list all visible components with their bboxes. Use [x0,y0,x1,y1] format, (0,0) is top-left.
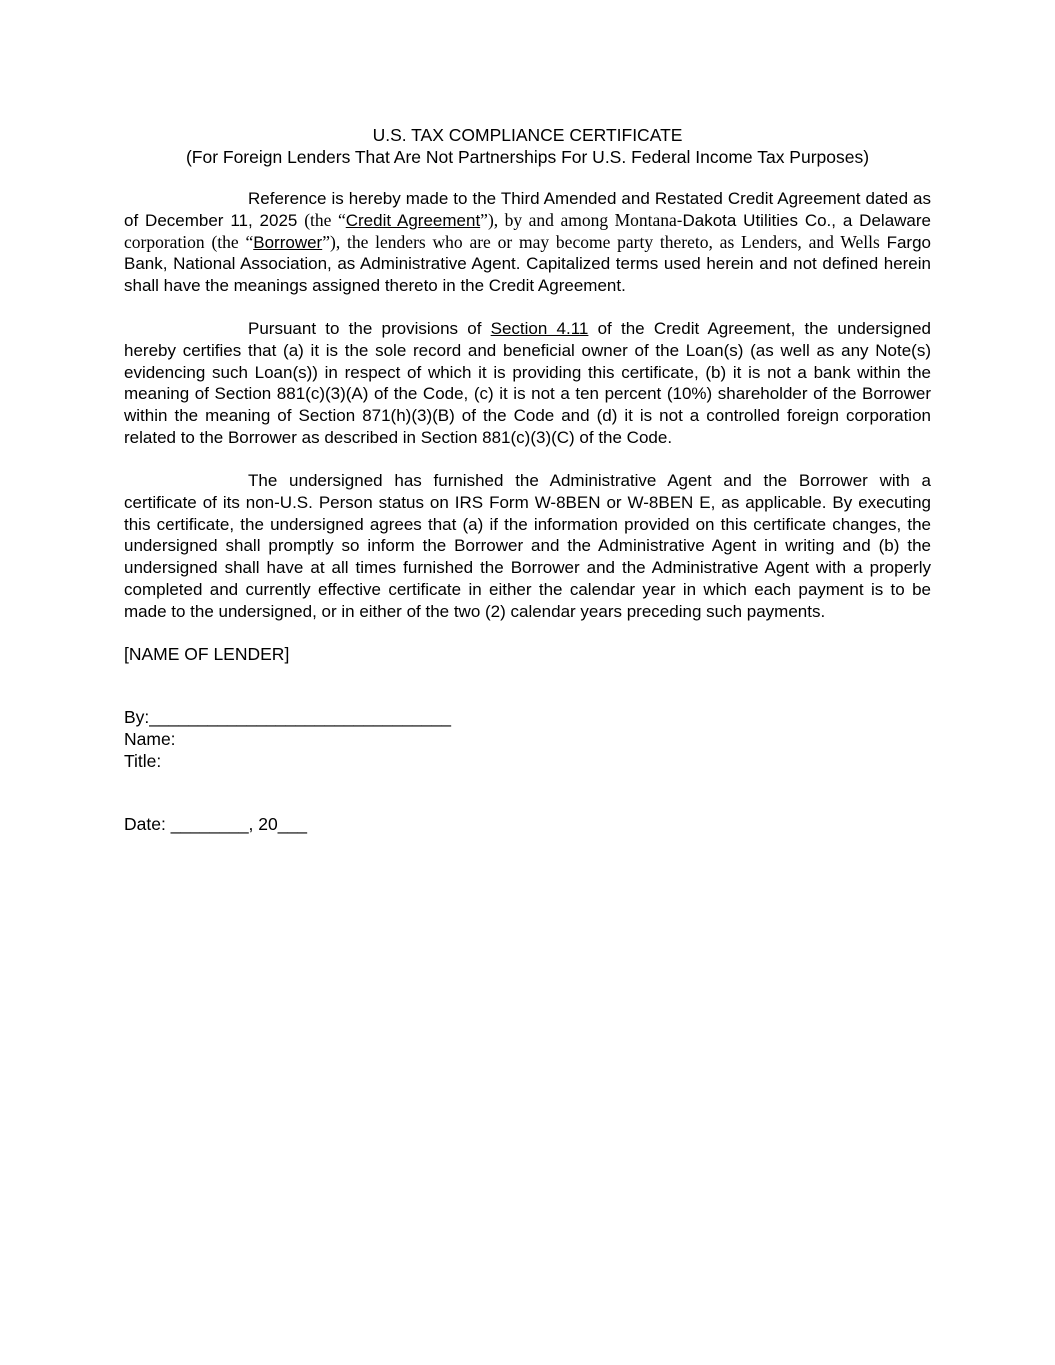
signature-name-label: Name: [124,729,176,749]
paragraph-text: (the “ [304,209,346,230]
paragraph-text: corporation (the “ [124,231,254,252]
paragraph-text: Pursuant to the provisions of [248,319,491,338]
certificate-title: U.S. TAX COMPLIANCE CERTIFICATE [372,125,683,145]
signature-by-line: By:_______________________________ [124,707,451,727]
signature-date-line: Date: ________, 20___ [124,814,307,834]
paragraph-text: -Dakota Utilities Co., a Delaware [676,210,931,230]
paragraph-text: Fargo Bank, National Association, as Administrative Agent. Capitalized terms used herein and not defined herein shall have the meanings assigned thereto in the Credit Agreement. [124,232,932,296]
defined-term-borrower: Borrower [253,232,323,252]
certificate-subtitle: (For Foreign Lenders That Are Not Partnerships For U.S. Federal Income Tax Purposes) [185,147,870,167]
paragraph-reference [124,188,931,297]
signature-title-label: Title: [124,751,162,771]
paragraph-text: ”), by and among Montana [480,209,677,230]
paragraph-text: Reference is hereby made to the Third Amended and Restated Credit Agreement dated as of December 11, 2025 [124,189,931,230]
paragraph-certification [124,318,931,449]
paragraph-undertaking: The undersigned has furnished the Administrative Agent and the Borrower with a certificate of its non-U.S. Person status on IRS Form W-8BEN or W-8BEN E, as applicable. By executing this certificate, the undersigned agrees that (a) if the information provided on this certificate changes, the undersigned shall promptly so inform the Borrower and the Administrative Agent in writing and (b) the undersigned shall have at all times furnished the Borrower and the Administrative Agent with a properly completed and currently effective certificate in either the calendar year in which each payment is to be made to the undersigned, or in either of the two (2) calendar years preceding such payments. [124,471,931,621]
section-reference: Section 4.11 [490,319,589,338]
paragraph-text: ”), the lenders who are or may become party thereto, as Lenders, and Wells [322,231,887,252]
paragraph-text: of the Credit Agreement, the undersigned hereby certifies that (a) it is the sole record and beneficial owner of the Loan(s) (as well as any Note(s) evidencing such Loan(s)) in respect of which it is providing this certificate, (b) it is not a bank within the meaning of Section 881(c)(3)(A) of the Code, (c) it is not a ten percent (10%) shareholder of the Borrower within the meaning of Section 871(h)(3)(B) of the Code and (d) it is not a controlled foreign corporation related to the Borrower as described in Section 881(c)(3)(C) of the Code. [124,319,931,447]
defined-term-credit-agreement: Credit Agreement [345,210,481,230]
lender-name-placeholder: [NAME OF LENDER] [124,644,290,664]
